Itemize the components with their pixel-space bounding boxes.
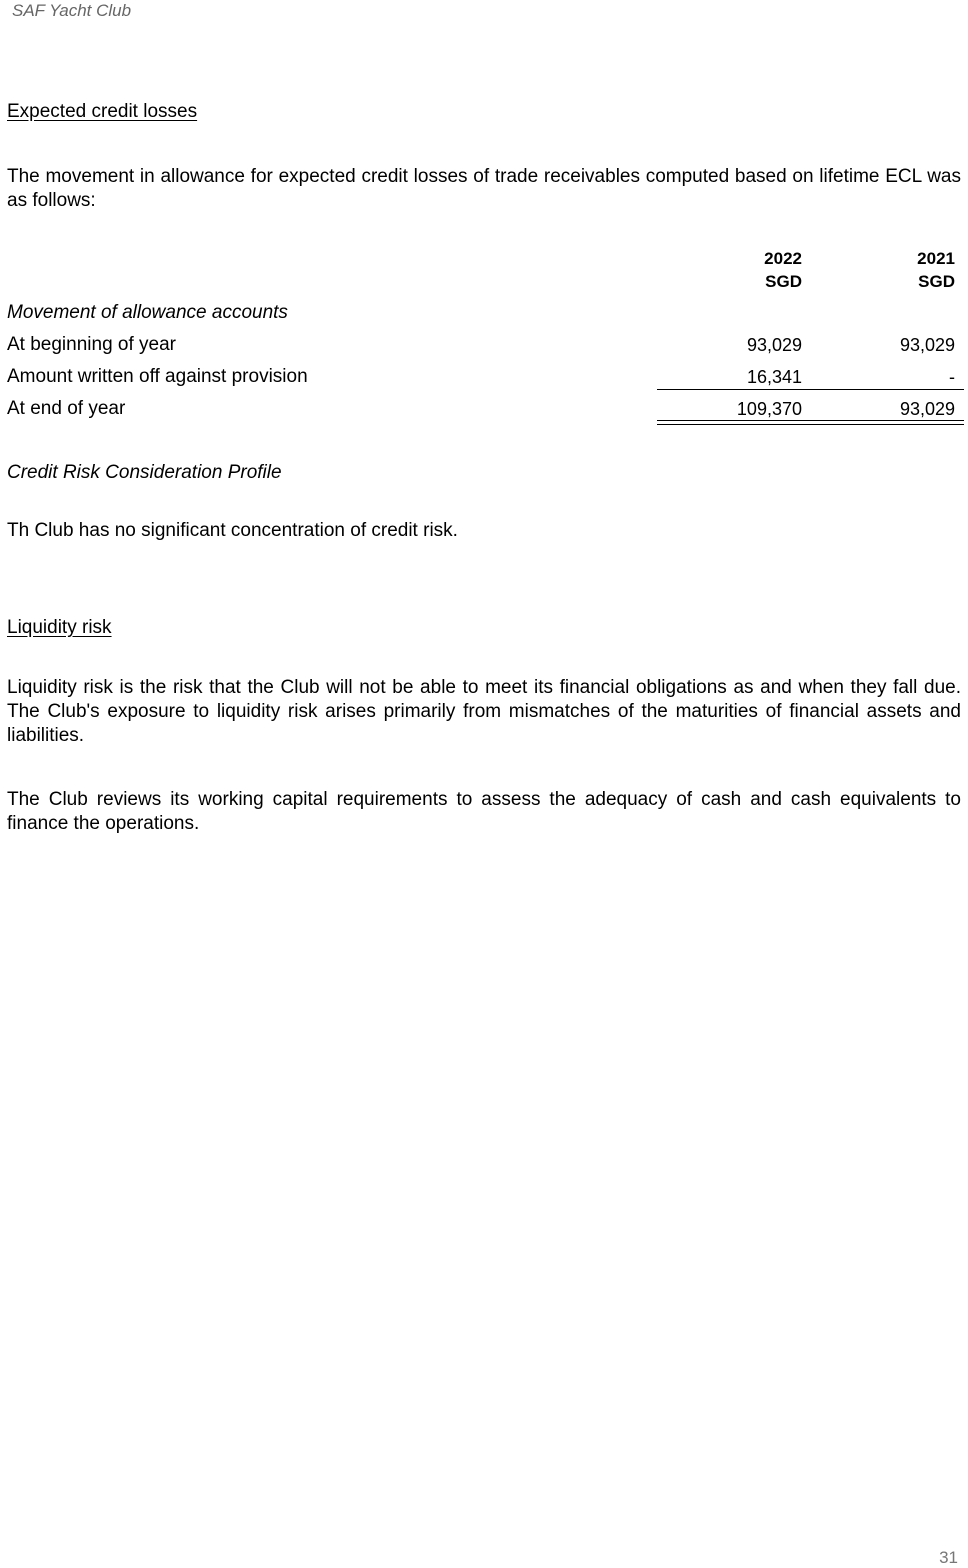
value-written-off-2022: 16,341 — [746, 367, 802, 387]
document-header: SAF Yacht Club — [12, 1, 132, 20]
table-section-label: Movement of allowance accounts — [7, 302, 288, 323]
credit-risk-profile-heading: Credit Risk Consideration Profile — [7, 462, 282, 483]
row-label-end: At end of year — [7, 398, 126, 419]
column-unit: SGD — [918, 272, 955, 291]
total-double-rule-top — [657, 420, 964, 421]
value-beginning-2021: 93,029 — [899, 335, 955, 355]
value-end-2022: 109,370 — [736, 399, 802, 419]
column-year: 2021 — [917, 249, 955, 268]
subtotal-rule — [657, 389, 964, 390]
expected-credit-losses-heading: Expected credit losses — [7, 101, 198, 122]
ecl-intro-paragraph: The movement in allowance for expected credit losses of trade receivables computed based on lifetime ECL was as follows: — [7, 166, 961, 211]
page-number: 31 — [939, 1548, 958, 1567]
liquidity-paragraph-2: The Club reviews its working capital requirements to assess the adequacy of cash and cash equivalents to finance the operations. — [7, 789, 961, 834]
liquidity-paragraph-1: Liquidity risk is the risk that the Club will not be able to meet its financial obligations as and when they fall due. The Club's exposure to liquidity risk arises primarily from mismatches of the maturities of financial assets and liabilities. — [7, 677, 961, 746]
column-year: 2022 — [764, 249, 802, 268]
value-written-off-2021: - — [949, 367, 955, 387]
column-header-2022 — [690, 247, 802, 293]
column-header-2021 — [850, 247, 955, 293]
credit-risk-profile-text: Th Club has no significant concentration of credit risk. — [7, 520, 458, 541]
row-label-beginning: At beginning of year — [7, 334, 177, 355]
column-unit: SGD — [765, 272, 802, 291]
row-label-written-off: Amount written off against provision — [7, 366, 308, 387]
total-double-rule-bottom — [657, 424, 964, 425]
value-beginning-2022: 93,029 — [746, 335, 802, 355]
value-end-2021: 93,029 — [899, 399, 955, 419]
liquidity-risk-heading: Liquidity risk — [7, 617, 112, 638]
